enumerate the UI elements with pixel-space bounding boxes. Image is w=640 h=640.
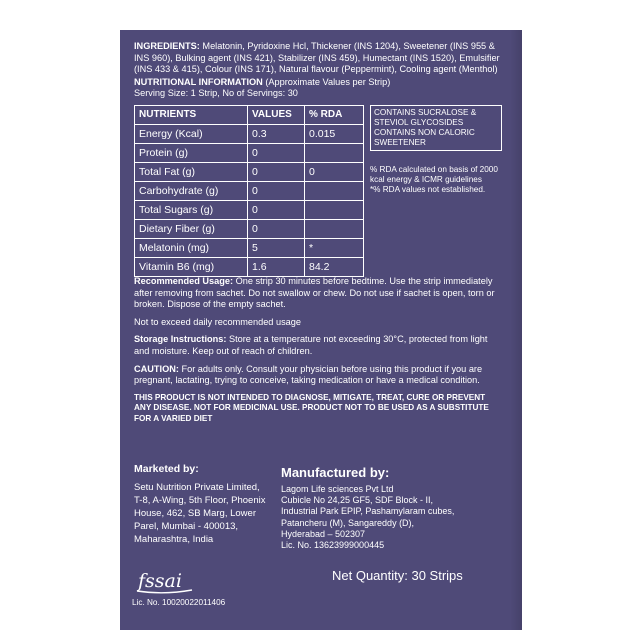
table-row bbox=[135, 143, 364, 162]
nutrient-name: Carbohydrate (g) bbox=[135, 181, 248, 200]
caution-text: For adults only. Consult your physician before using this product if you are pregnant, lactating, trying to conceive, taking medication or have a medical condition. bbox=[134, 363, 483, 386]
address-line: Hyderabad – 502307 bbox=[281, 528, 366, 539]
nutrient-name: Total Sugars (g) bbox=[135, 200, 248, 219]
nutrient-value: 0 bbox=[248, 143, 305, 162]
manufactured-by bbox=[281, 465, 501, 551]
label-content bbox=[134, 41, 500, 424]
header-rda: % RDA bbox=[305, 105, 364, 124]
table-row bbox=[135, 200, 364, 219]
caution-label: CAUTION: bbox=[134, 363, 179, 374]
marketed-by bbox=[134, 463, 274, 546]
address-line: Patancheru (M), Sangareddy (D), bbox=[281, 517, 415, 528]
table-row bbox=[135, 181, 364, 200]
nutrient-name: Protein (g) bbox=[135, 143, 248, 162]
nutrient-rda bbox=[305, 143, 364, 162]
table-row bbox=[135, 238, 364, 257]
nutrient-value: 0.3 bbox=[248, 124, 305, 143]
nutrient-rda: 84.2 bbox=[305, 257, 364, 276]
usage-limit: Not to exceed daily recommended usage bbox=[134, 316, 302, 327]
address-line: Setu Nutrition Private Limited, bbox=[134, 482, 260, 493]
disclaimer: THIS PRODUCT IS NOT INTENDED TO DIAGNOSE, MITIGATE, TREAT, CURE OR PREVENT ANY DISEASE. NOT FOR MEDICINAL USE. PRODUCT NOT TO BE USED AS A SUBSTITUTE FOR A VARIED DIET bbox=[134, 392, 489, 423]
manufactured-by-address bbox=[281, 484, 501, 551]
nutrient-name: Energy (Kcal) bbox=[135, 124, 248, 143]
nutrient-name: Dietary Fiber (g) bbox=[135, 219, 248, 238]
table-row bbox=[135, 257, 364, 276]
fssai-logo-text: fssai bbox=[138, 570, 182, 592]
table-header-row bbox=[135, 105, 364, 124]
address-line: T-8, A-Wing, 5th Floor, Phoenix bbox=[134, 495, 266, 506]
ingredients-label: INGREDIENTS: bbox=[134, 41, 200, 51]
nutrition-heading bbox=[134, 77, 500, 89]
nutrition-approx: (Approximate Values per Strip) bbox=[262, 76, 391, 87]
rda-basis-note: % RDA calculated on basis of 2000 kcal energy & ICMR guidelines bbox=[370, 164, 498, 184]
net-quantity: Net Quantity: 30 Strips bbox=[332, 568, 463, 583]
marketed-by-address bbox=[134, 481, 274, 546]
ingredients-text bbox=[134, 41, 500, 76]
storage-text: Store at a temperature not exceeding 30°C, protected from light and moisture. Keep out of reach of children. bbox=[134, 334, 488, 356]
table-row bbox=[135, 124, 364, 143]
nutrient-rda bbox=[305, 219, 364, 238]
storage-label: Storage Instructions: bbox=[134, 334, 227, 345]
header-values: VALUES bbox=[248, 105, 305, 124]
fssai-logo bbox=[134, 566, 214, 596]
nutrient-value: 0 bbox=[248, 162, 305, 181]
nutrient-rda: 0 bbox=[305, 162, 364, 181]
nutrient-rda: * bbox=[305, 238, 364, 257]
sweetener-notice: CONTAINS SUCRALOSE & STEVIOL GLYCOSIDES CONTAINS NON CALORIC SWEETENER bbox=[370, 105, 502, 151]
address-line: Parel, Mumbai - 400013, bbox=[134, 521, 239, 532]
address-line: Lic. No. 13623999000445 bbox=[281, 540, 385, 551]
usage-text: One strip 30 minutes before bedtime. Use the strip immediately after removing from sachet. Do not swallow or chew. Do not use if sachet is open, torn or broken. Dispose of the empty sachet. bbox=[134, 275, 495, 310]
address-line: House, 462, SB Marg, Lower bbox=[134, 508, 256, 519]
table-row bbox=[135, 162, 364, 181]
nutrient-rda bbox=[305, 200, 364, 219]
address-line: Maharashtra, India bbox=[134, 534, 214, 545]
nutrient-name: Total Fat (g) bbox=[135, 162, 248, 181]
nutrient-value: 0 bbox=[248, 200, 305, 219]
address-line: Lagom Life sciences Pvt Ltd bbox=[281, 484, 394, 494]
fssai-license: Lic. No. 10020022011406 bbox=[132, 598, 226, 607]
nutrient-name: Vitamin B6 (mg) bbox=[135, 257, 248, 276]
nutrient-rda bbox=[305, 181, 364, 200]
address-line: Cubicle No 24,25 GF5, SDF Block - II, bbox=[281, 495, 434, 506]
recommended-usage bbox=[134, 276, 500, 311]
nutrient-value: 0 bbox=[248, 181, 305, 200]
header-nutrients: NUTRIENTS bbox=[135, 105, 248, 124]
nutrient-rda: 0.015 bbox=[305, 124, 364, 143]
nutrient-name: Melatonin (mg) bbox=[135, 238, 248, 257]
ingredients-list: Melatonin, Pyridoxine Hcl, Thickener (INS 1204), Sweetener (INS 955 & INS 960), Bulking agent (INS 421), Stabilizer (INS 459), Humectant (INS 1520), Emulsifier (INS 433 & 415), Colour (INS 171), Natural flavour (Peppermint), Cooling agent (Menthol) bbox=[134, 41, 500, 75]
box-side-shading bbox=[510, 30, 522, 630]
nutrition-section bbox=[134, 105, 500, 273]
nutrition-label: NUTRITIONAL INFORMATION bbox=[134, 76, 263, 87]
serving-size: Serving Size: 1 Strip, No of Servings: 30 bbox=[134, 88, 298, 99]
nutrition-side-notes bbox=[370, 105, 502, 195]
address-line: Industrial Park EPIP, Pashamylaram cubes, bbox=[281, 506, 455, 517]
table-row bbox=[135, 219, 364, 238]
usage-label: Recommended Usage: bbox=[134, 275, 234, 286]
nutrient-value: 5 bbox=[248, 238, 305, 257]
rda-not-established-note: *% RDA values not established. bbox=[370, 184, 486, 194]
nutrient-value: 1.6 bbox=[248, 257, 305, 276]
caution bbox=[134, 364, 500, 387]
nutrition-table bbox=[134, 105, 364, 277]
manufactured-by-title: Manufactured by: bbox=[281, 465, 390, 480]
storage-instructions bbox=[134, 334, 500, 357]
marketed-by-title: Marketed by: bbox=[134, 463, 199, 475]
nutrient-value: 0 bbox=[248, 219, 305, 238]
